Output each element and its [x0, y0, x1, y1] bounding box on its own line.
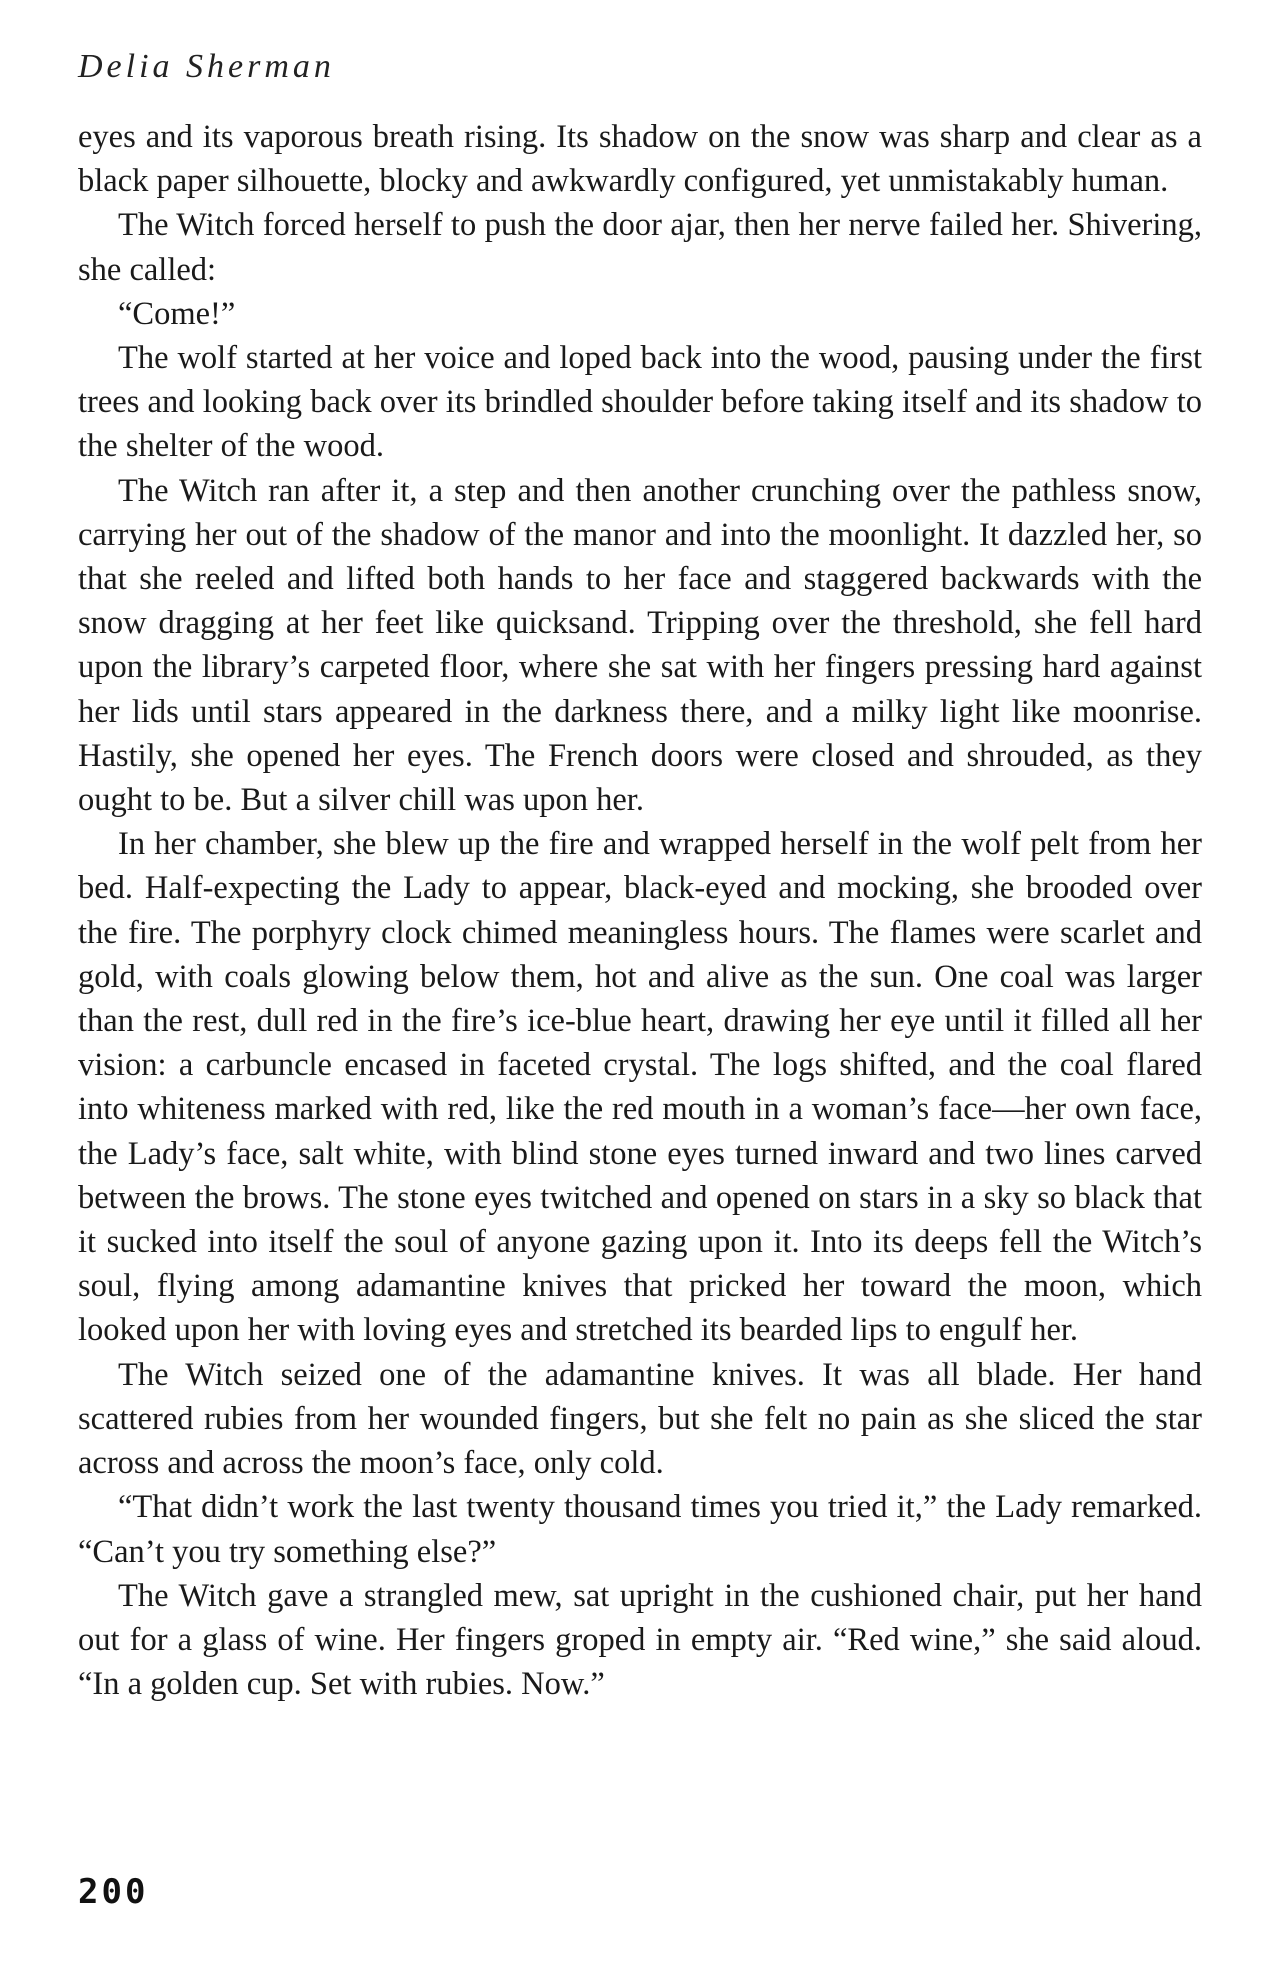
- paragraph-dialogue: “Come!”: [118, 295, 236, 332]
- running-head: Delia Sherman: [78, 48, 335, 85]
- paragraph: The Witch seized one of the adamantine knives. It was all blade. Her hand scattered rubies from her wounded fingers, but she felt no pain as she sliced the star across and across the moon’s face, only cold.: [78, 1356, 1202, 1482]
- paragraph: The Witch ran after it, a step and then another crunching over the pathless snow, carrying her out of the shadow of the manor and into the moonlight. It dazzled her, so that she reeled and lifted both hands to her face and staggered backwards with the snow dragging at her feet like quicksand. Tripping over the threshold, she fell hard upon the library’s carpeted floor, where she sat with her fingers pressing hard against her lids until stars appeared in the darkness there, and a milky light like moonrise. Hastily, she opened her eyes. The French doors were closed and shrouded, as they ought to be. But a silver chill was upon her.: [78, 472, 1202, 819]
- paragraph-continued: eyes and its vaporous breath rising. Its shadow on the snow was sharp and clear as a black paper silhouette, blocky and awkwardly configured, yet unmistakably human.: [78, 119, 1202, 200]
- paragraph: The Witch forced herself to push the door ajar, then her nerve failed her. Shivering, she called:: [78, 207, 1202, 288]
- paragraph: The Witch gave a strangled mew, sat upright in the cushioned chair, put her hand out for a glass of wine. Her fingers groped in empty air. “Red wine,” she said aloud. “In a golden cup. Set with rubies. Now.”: [78, 1577, 1202, 1703]
- body-text: [78, 115, 1202, 1706]
- paragraph-dialogue: “That didn’t work the last twenty thousand times you tried it,” the Lady remarked. “Can’t you try something else?”: [78, 1489, 1202, 1570]
- paragraph: In her chamber, she blew up the fire and wrapped herself in the wolf pelt from her bed. Half-expecting the Lady to appear, black-eyed and mocking, she brooded over the fire. The porphyry clock chimed meaningless hours. The flames were scarlet and gold, with coals glowing below them, hot and alive as the sun. One coal was larger than the rest, dull red in the fire’s ice-blue heart, drawing her eye until it filled all her vision: a carbuncle encased in faceted crystal. The logs shifted, and the coal flared into whiteness marked with red, like the red mouth in a woman’s face—her own face, the Lady’s face, salt white, with blind stone eyes turned inward and two lines carved between the brows. The stone eyes twitched and opened on stars in a sky so black that it sucked into itself the soul of anyone gazing upon it. Into its deeps fell the Witch’s soul, flying among adamantine knives that pricked her toward the moon, which looked upon her with loving eyes and stretched its bearded lips to engulf her.: [78, 826, 1202, 1349]
- paragraph: The wolf started at her voice and loped back into the wood, pausing under the first trees and looking back over its brindled shoulder before taking itself and its shadow to the shelter of the wood.: [78, 340, 1202, 465]
- page-number: 200: [78, 1872, 149, 1912]
